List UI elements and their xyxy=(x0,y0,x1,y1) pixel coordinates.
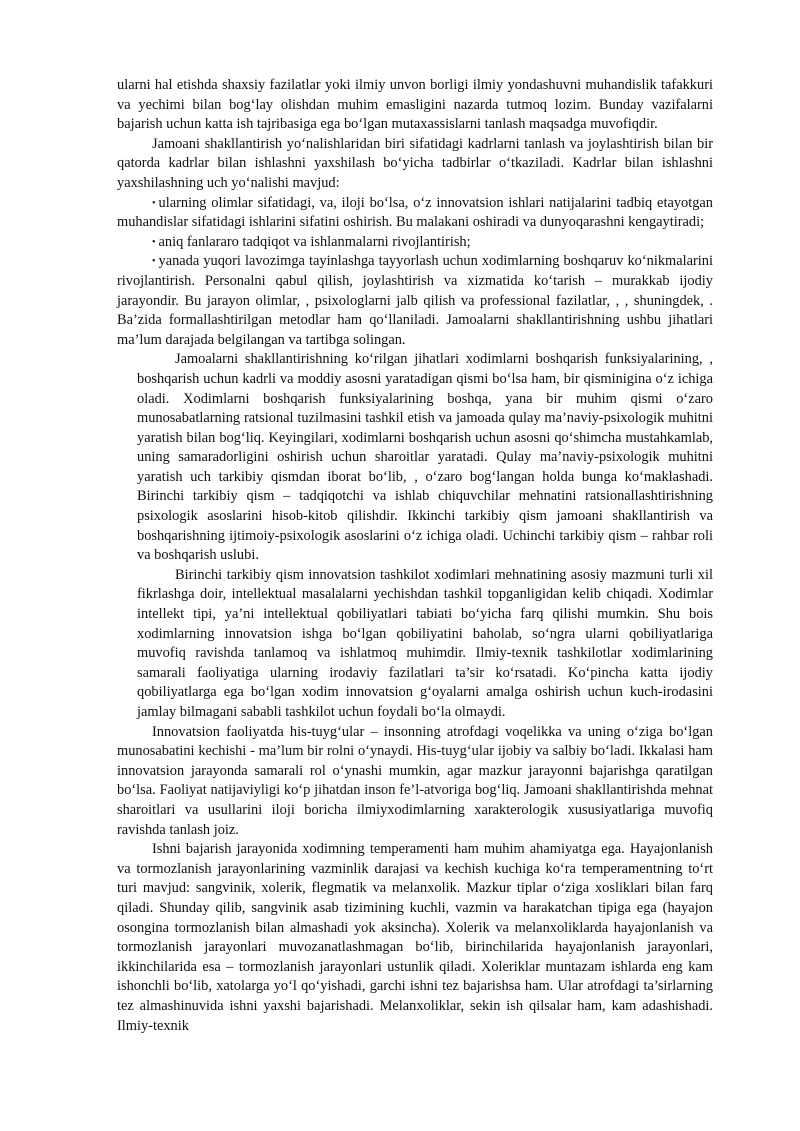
bullet-icon: • xyxy=(152,197,156,209)
paragraph-emotions: Innovatsion faoliyatda his-tuyg‘ular – insonning atrofdagi voqelikka va uning o‘ziga bo‘lgan munosabatini kechishi - ma’lum bir rolni o‘ynaydi. His-tuyg‘ular ijobiy va salbiy bo‘ladi. Ikkalasi ham innovatsion jarayonda samarali rol o‘ynashi mumkin, agar mazkur jarayonni bajarishga qaratilgan bo‘lsa. Faoliyat natijaviyligi ko‘p jihatdan inson fe’l-atvoriga bog‘liq. Jamoani shakllantirishda mehnat sharoitlari va usullarini iloji boricha ilmiyxodimlarning xarakterologik xususiyatlariga muvofiq ravishda tanlash joiz. xyxy=(117,723,713,838)
indented-block xyxy=(137,350,713,722)
bullet-icon: • xyxy=(152,236,156,248)
paragraph-first-component: Birinchi tarkibiy qism innovatsion tashkilot xodimlari mehnatining asosiy mazmuni turli xil fikrlashga doir, intellektual masalalarni yechishdan tashkil topganligidan kelib chiqadi. Xodimlar intellekt tipi, ya’ni intellektual qobiliyatlari tabiati bo‘yicha farq qilishi mumkin. Shu bois xodimlarning innovatsion ishga bo‘lgan qobiliyatini baholab, so‘ngra ularni qobiliyatlariga muvofiq ravishda tanlamoq va ishlatmoq muhimdir. Ilmiy-texnik tashkilotlar xodimlarining samarali faoliyatiga ularning irodaviy fazilatlari ta’sir ko‘rsatadi. Ko‘pincha katta ijodiy qobiliyatlarga ega bo‘lgan xodim innovatsion g‘oyalarni amalga oshirish uchun kuch-irodasini jamlay bilmagani sababli tashkilot uchun foydali bo‘la olmaydi. xyxy=(137,566,713,720)
document-page xyxy=(117,76,713,1036)
list-item xyxy=(117,194,713,233)
paragraph-team-formation: Jamoani shakllantirish yo‘nalishlaridan biri sifatidagi kadrlarni tanlash va joylashtirish bilan bir qatorda kadrlar bilan ishlashni yaxshilash bo‘yicha tadbirlar o‘tkaziladi. Kadrlar bilan ishlashni yaxshilashning uch yo‘nalishi mavjud: xyxy=(117,135,713,191)
list-item-text: ularning olimlar sifatidagi, va, iloji bo‘lsa, o‘z innovatsion ishlari natijalarini tadbiq etayotgan muhandislar sifatidagi ishlarini sifatini oshirish. Bu malakani oshiradi va dunyoqarashni kengaytiradi; xyxy=(117,194,713,231)
list-item-text: aniq fanlararo tadqiqot va ishlanmalarni rivojlantirish; xyxy=(158,233,471,250)
list-item xyxy=(117,252,713,350)
paragraph-temperament: Ishni bajarish jarayonida xodimning temperamenti ham muhim ahamiyatga ega. Hayajonlanish va tormozlanish jarayonlarining vazminlik darajasi va kechish kuchiga ko‘ra temperamentning to‘rt turi mavjud: sangvinik, xolerik, flegmatik va melanxolik. Mazkur tiplar o‘ziga xosliklari bilan farq qiladi. Shunday qilib, sangvinik asab tizimining kuchli, vazmin va harakatchan tipiga ega (hayajon osongina tormozlanish bilan almashadi yok aksincha). Xolerik va melanxoliklarda hayajonlanish va tormozlanish jarayonlari muvozanatlashmagan bo‘lib, birinchilarida hayajonlanish jarayonlari, ikkinchilarida esa – tormozlanish jarayonlari ustunlik qiladi. Xoleriklar muntazam ishlarda eng kam ishonchli bo‘lib, xatolarga yo‘l qo‘yishadi, garchi ishni tez bajarishsa ham. Ular atrofdagi ta’sirlarning tez almashinuvida ishni yaxshi bajarishadi. Melanxoliklar, sekin ish qilsalar ham, kam adashishadi. Ilmiy-texnik xyxy=(117,841,713,1034)
list-item xyxy=(117,233,713,253)
list-item-text: yanada yuqori lavozimga tayinlashga tayyorlash uchun xodimlarning boshqaruv ko‘nikmalarini rivojlantirish. Personalni qabul qilish, joylashtirish va xizmatida ko‘tarish – murakkab ijodiy jarayondir. Bu jarayon olimlar, , psixologlarni jalb qilish va professional fazilatlar, , , shuningdek, . Ba’zida formallashtirilgan metodlar ham qo‘llaniladi. Jamoalarni shakllantirishning ushbu jihatlari ma’lum darajada belgilangan va tartibga solingan. xyxy=(117,253,713,348)
bullet-icon: • xyxy=(152,256,156,268)
paragraph-intro: ularni hal etishda shaxsiy fazilatlar yoki ilmiy unvon borligi ilmiy yondashuvni muhandislik tafakkuri va yechimi bilan bog‘lay olishdan muhim emasligini nazarda tutmoq lozim. Bunday vazifalarni bajarish uchun katta ish tajribasiga ega bo‘lgan mutaxassislarni tanlash maqsadga muvofiqdir. xyxy=(117,77,713,133)
paragraph-aspects: Jamoalarni shakllantirishning ko‘rilgan jihatlari xodimlarni boshqarish funksiyalarining, , boshqarish uchun kadrli va moddiy asosni yaratadigan qismi bo‘lsa ham, bir qisminigina o‘z ichiga oladi. Xodimlarni boshqarish funksiyalarining boshqa, yana bir muhim qismi o‘zaro munosabatlarning ratsional tuzilmasini tashkil etish va jamoada qulay ma’naviy-psixologik muhitni yaratish bilan bog‘liq. Keyingilari, xodimlarni boshqarish uchun asosni qo‘shimcha mustahkamlab, uning samaradorligini oshirish uchun sharoitlar yaratadi. Qulay ma’naviy-psixologik muhitni yaratish uch tarkibiy qismdan iborat bo‘lib, , o‘zaro bog‘langan holda bunga ko‘maklashadi. Birinchi tarkibiy qism – tadqiqotchi va ishlab chiquvchilar mehnatini ratsionallashtirishning psixologik asoslarini hisob-kitob qilishdir. Ikkinchi tarkibiy qism jamoani shakllantirish va boshqarishning ijtimoiy-psixologik asoslarini o‘z ichiga oladi. Uchinchi tarkibiy qism – rahbar roli va boshqarish uslubi. xyxy=(137,351,713,564)
